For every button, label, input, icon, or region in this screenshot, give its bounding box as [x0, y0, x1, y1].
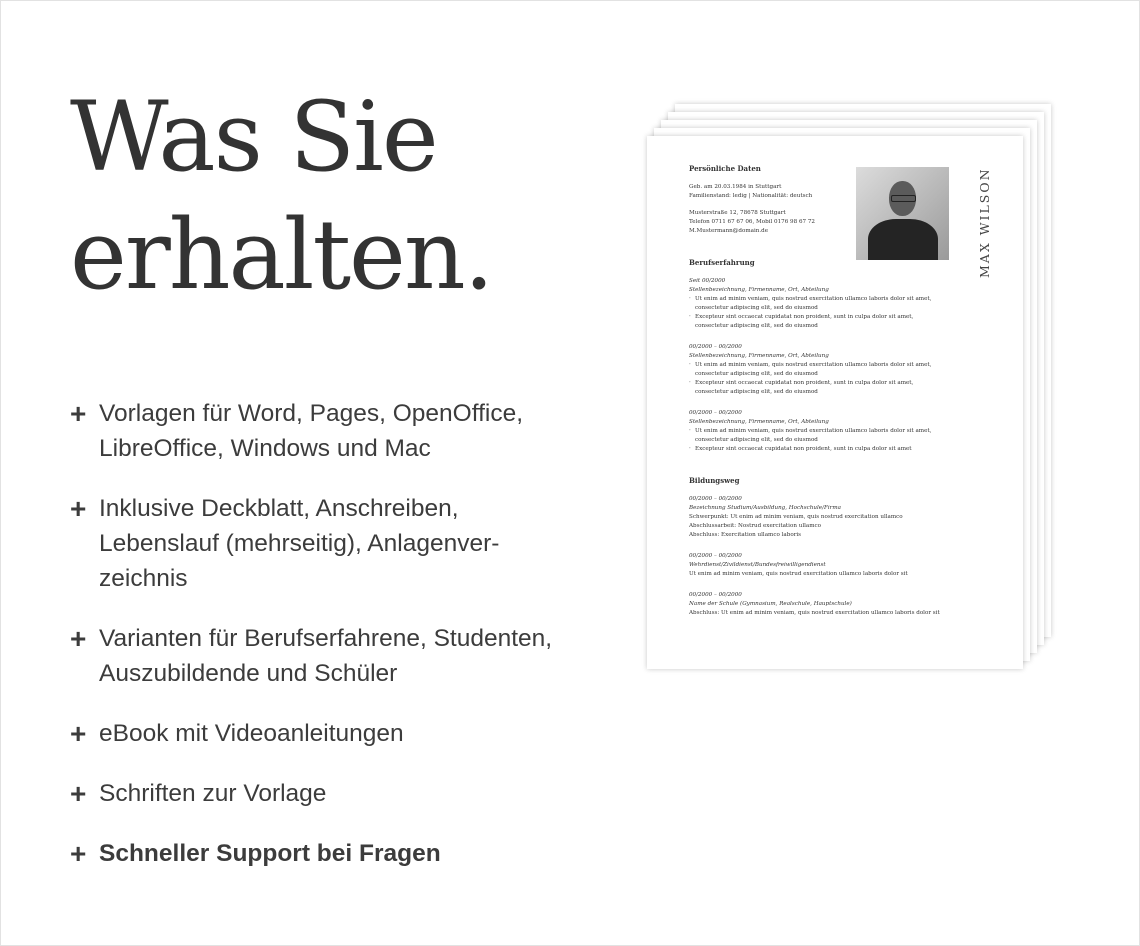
feature-text — [99, 396, 523, 466]
feature-item — [70, 491, 600, 596]
entry-title: Bezeichnung Studium/Ausbildung, Hochschule/Firma — [689, 505, 841, 511]
entry-date: 00/2000 – 00/2000 — [689, 496, 742, 502]
personal-heading: Persönliche Daten — [689, 164, 761, 173]
plus-icon: + — [70, 398, 87, 429]
resume-preview-stack — [645, 100, 1065, 680]
entry-date: 00/2000 – 00/2000 — [689, 344, 742, 350]
feature-text-line: zeichnis — [99, 565, 188, 592]
feature-item — [70, 836, 600, 871]
entry-date: Seit 00/2000 — [689, 278, 726, 284]
entry-bullet-line: · Ut enim ad minim veniam, quis nostrud exercitation ullamco laboris dolor sit amet, — [689, 361, 949, 370]
entry-date: 00/2000 – 00/2000 — [689, 410, 742, 416]
feature-item — [70, 621, 600, 691]
feature-text — [99, 621, 552, 691]
experience-entry — [689, 343, 949, 397]
entry-bullet-line: · Ut enim ad minim veniam, quis nostrud exercitation ullamco laboris dolor sit amet, — [689, 295, 949, 304]
plus-icon: + — [70, 623, 87, 654]
headline-line-1: Was Sie — [70, 81, 437, 193]
feature-text — [99, 491, 499, 596]
entry-bullet-line: consectetur adipiscing elit, sed do eiusmod — [695, 437, 818, 443]
entry-bullet-line: consectetur adipiscing elit, sed do eiusmod — [695, 323, 818, 329]
entry-line: Abschlussarbeit: Nostrud exercitation ullamco — [689, 523, 822, 529]
feature-text-line: Inklusive Deckblatt, Anschreiben, — [99, 495, 459, 522]
entry-line: Abschluss: Exercitation ullamco laboris — [689, 532, 802, 538]
entry-bullet-line: · Excepteur sint occaecat cupidatat non proident, sunt in culpa dolor sit amet, — [689, 313, 949, 322]
education-entry — [689, 591, 949, 618]
feature-text — [99, 776, 326, 811]
education-entry — [689, 495, 949, 540]
feature-item — [70, 396, 600, 466]
resume-line: M.Mustermann@domain.de — [689, 228, 769, 234]
headline-line-2: erhalten. — [70, 199, 493, 311]
plus-icon: + — [70, 493, 87, 524]
entry-title: Stellenbezeichnung, Firmenname, Ort, Abteilung — [689, 353, 829, 359]
entry-date: 00/2000 – 00/2000 — [689, 592, 742, 598]
entry-bullet-line: consectetur adipiscing elit, sed do eiusmod — [695, 371, 818, 377]
resume-line: Telefon 0711 67 67 06, Mobil 0176 98 67 72 — [689, 219, 815, 225]
feature-text — [99, 716, 404, 751]
entry-bullet-line: · Excepteur sint occaecat cupidatat non proident, sunt in culpa dolor sit amet — [689, 445, 949, 454]
entry-date: 00/2000 – 00/2000 — [689, 553, 742, 559]
feature-text-line: Lebenslauf (mehrseitig), Anlagenver- — [99, 530, 500, 557]
education-heading: Bildungsweg — [689, 476, 740, 485]
resume-name: MAX WILSON — [977, 167, 992, 278]
entry-title: Stellenbezeichnung, Firmenname, Ort, Abteilung — [689, 287, 829, 293]
experience-heading: Berufserfahrung — [689, 258, 755, 267]
plus-icon: + — [70, 718, 87, 749]
feature-text-line: Schneller Support bei Fragen — [99, 840, 441, 867]
feature-text — [99, 836, 441, 871]
feature-text-line: Varianten für Berufserfahrene, Studenten, — [99, 625, 553, 652]
plus-icon: + — [70, 838, 87, 869]
profile-photo — [856, 167, 949, 260]
feature-text-line: Auszubildende und Schüler — [99, 660, 398, 687]
feature-item — [70, 776, 600, 811]
entry-line: Abschluss: Ut enim ad minim veniam, quis nostrud exercitation ullamco laboris dolor sit — [689, 610, 940, 616]
entry-line: Ut enim ad minim veniam, quis nostrud exercitation ullamco laboris dolor sit — [689, 571, 908, 577]
experience-list — [689, 277, 949, 454]
entry-bullet-line: · Ut enim ad minim veniam, quis nostrud exercitation ullamco laboris dolor sit amet, — [689, 427, 949, 436]
entry-bullet-line: · Excepteur sint occaecat cupidatat non proident, sunt in culpa dolor sit amet, — [689, 379, 949, 388]
resume-page-front — [647, 136, 1023, 669]
feature-text-line: Schriften zur Vorlage — [99, 780, 327, 807]
entry-title: Stellenbezeichnung, Firmenname, Ort, Abteilung — [689, 419, 829, 425]
education-list — [689, 495, 949, 618]
entry-bullet-line: consectetur adipiscing elit, sed do eiusmod — [695, 389, 818, 395]
experience-entry — [689, 409, 949, 454]
resume-line: Musterstraße 12, 78678 Stuttgart — [689, 210, 786, 216]
education-entry — [689, 552, 949, 579]
feature-text-line: LibreOffice, Windows und Mac — [99, 435, 431, 462]
headline — [70, 78, 492, 314]
experience-entry — [689, 277, 949, 331]
entry-title: Wehrdienst/Zivildienst/Bundesfreiwilligendienst — [689, 562, 826, 568]
resume-line: Familienstand: ledig | Nationalität: deutsch — [689, 193, 813, 199]
feature-list — [70, 396, 600, 896]
feature-item — [70, 716, 600, 751]
entry-title: Name der Schule (Gymnasium, Realschule, Hauptschule) — [689, 601, 852, 607]
entry-bullet-line: consectetur adipiscing elit, sed do eiusmod — [695, 305, 818, 311]
entry-line: Schwerpunkt: Ut enim ad minim veniam, quis nostrud exercitation ullamco — [689, 514, 903, 520]
resume-line: Geb. am 20.03.1984 in Stuttgart — [689, 184, 782, 190]
resume-name-vertical — [965, 166, 995, 278]
feature-text-line: Vorlagen für Word, Pages, OpenOffice, — [99, 400, 524, 427]
feature-text-line: eBook mit Videoanleitungen — [99, 720, 404, 747]
plus-icon: + — [70, 778, 87, 809]
